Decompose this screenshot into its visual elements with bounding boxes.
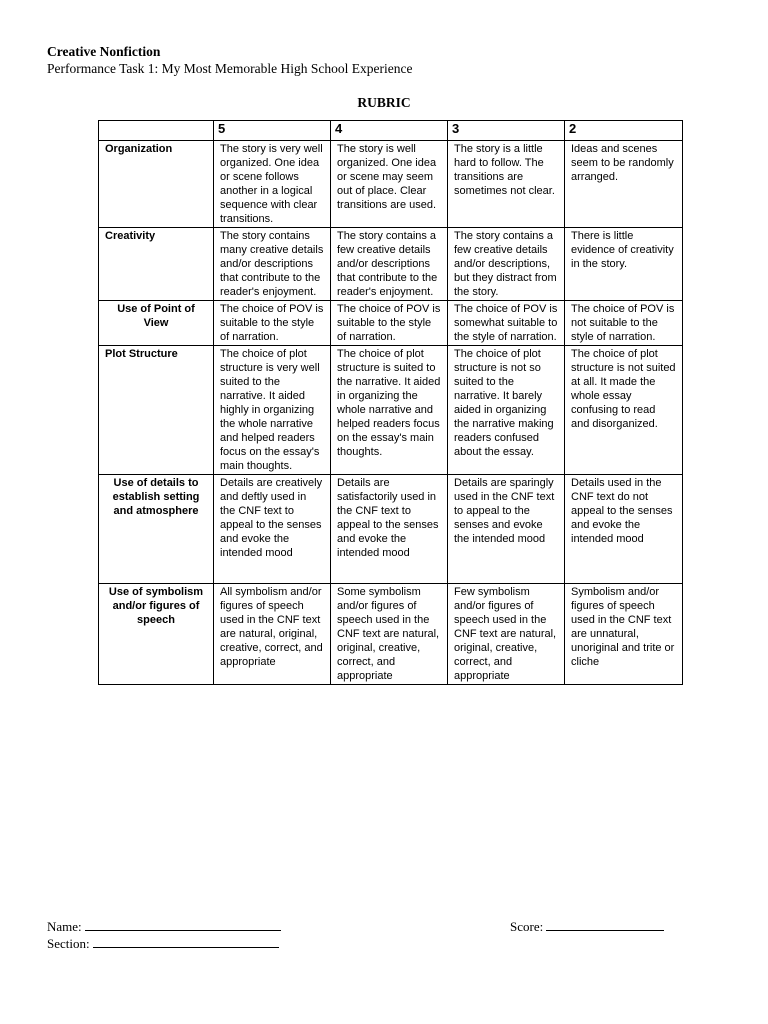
rubric-row-symbolism [99, 584, 683, 685]
descriptor-cell: The choice of plot structure is suited to the narrative. It aided in organizing the whole narrative and helped readers focus on the essay's main thoughts. [331, 346, 448, 475]
header-cell-score-3: 3 [448, 121, 565, 141]
rubric-row-point-of-view [99, 301, 683, 346]
score-blank[interactable] [546, 918, 664, 931]
score-line [510, 918, 664, 935]
descriptor-cell: Details are satisfactorily used in the CNF text to appeal to the senses and evoke the intended mood [331, 475, 448, 584]
descriptor-cell: Few symbolism and/or figures of speech used in the CNF text are natural, original, creative, correct, and appropriate [448, 584, 565, 685]
criterion-cell: Use of Point of View [99, 301, 214, 346]
section-label: Section: [47, 936, 90, 951]
criterion-cell: Organization [99, 141, 214, 228]
document-subtitle: Performance Task 1: My Most Memorable High School Experience [47, 61, 413, 76]
descriptor-cell: The story is very well organized. One idea or scene follows another in a logical sequence with clear transitions. [214, 141, 331, 228]
descriptor-cell: The story contains a few creative details and/or descriptions that contribute to the reader's enjoyment. [331, 228, 448, 301]
criterion-cell: Creativity [99, 228, 214, 301]
descriptor-cell: There is little evidence of creativity in the story. [565, 228, 683, 301]
criterion-cell: Use of symbolism and/or figures of speech [99, 584, 214, 685]
criterion-cell: Use of details to establish setting and atmosphere [99, 475, 214, 584]
section-blank[interactable] [93, 935, 279, 948]
header-cell-score-2: 2 [565, 121, 683, 141]
header-cell-score-4: 4 [331, 121, 448, 141]
rubric-heading: RUBRIC [357, 95, 411, 110]
descriptor-cell: The choice of POV is suitable to the style of narration. [214, 301, 331, 346]
descriptor-cell: Details are creatively and deftly used in the CNF text to appeal to the senses and evoke the intended mood [214, 475, 331, 584]
criterion-cell: Plot Structure [99, 346, 214, 475]
descriptor-cell: The story contains a few creative details and/or descriptions, but they distract from the story. [448, 228, 565, 301]
name-label: Name: [47, 919, 82, 934]
rubric-table [98, 120, 683, 685]
descriptor-cell: Symbolism and/or figures of speech used in the CNF text are unnatural, unoriginal and trite or cliche [565, 584, 683, 685]
descriptor-cell: Details are sparingly used in the CNF text to appeal to the senses and evoke the intended mood [448, 475, 565, 584]
descriptor-cell: The choice of POV is somewhat suitable to the style of narration. [448, 301, 565, 346]
score-label: Score: [510, 919, 544, 934]
descriptor-cell: Ideas and scenes seem to be randomly arranged. [565, 141, 683, 228]
descriptor-cell: The choice of POV is suitable to the style of narration. [331, 301, 448, 346]
descriptor-cell: The choice of plot structure is not suited at all. It made the whole essay confusing to read and disorganized. [565, 346, 683, 475]
rubric-header-row [99, 121, 683, 141]
descriptor-cell: The choice of plot structure is very well suited to the narrative. It aided highly in organizing the whole narrative and helped readers focus on the essay's main thoughts. [214, 346, 331, 475]
descriptor-cell: The story is a little hard to follow. The transitions are sometimes not clear. [448, 141, 565, 228]
rubric-row-creativity [99, 228, 683, 301]
document-title: Creative Nonfiction [47, 44, 161, 59]
name-line [47, 918, 281, 935]
descriptor-cell: The choice of POV is not suitable to the style of narration. [565, 301, 683, 346]
section-line [47, 935, 279, 952]
header-cell-score-5: 5 [214, 121, 331, 141]
rubric-row-organization [99, 141, 683, 228]
descriptor-cell: The story is well organized. One idea or scene may seem out of place. Clear transitions are used. [331, 141, 448, 228]
rubric-row-plot-structure [99, 346, 683, 475]
rubric-row-setting-atmosphere [99, 475, 683, 584]
descriptor-cell: Details used in the CNF text do not appeal to the senses and evoke the intended mood [565, 475, 683, 584]
descriptor-cell: Some symbolism and/or figures of speech used in the CNF text are natural, original, creative, correct, and appropriate [331, 584, 448, 685]
name-blank[interactable] [85, 918, 281, 931]
descriptor-cell: All symbolism and/or figures of speech used in the CNF text are natural, original, creative, correct, and appropriate [214, 584, 331, 685]
header-cell-criterion [99, 121, 214, 141]
descriptor-cell: The story contains many creative details and/or descriptions that contribute to the reader's enjoyment. [214, 228, 331, 301]
descriptor-cell: The choice of plot structure is not so suited to the narrative. It barely aided in organizing the narrative making readers confused about the essay. [448, 346, 565, 475]
